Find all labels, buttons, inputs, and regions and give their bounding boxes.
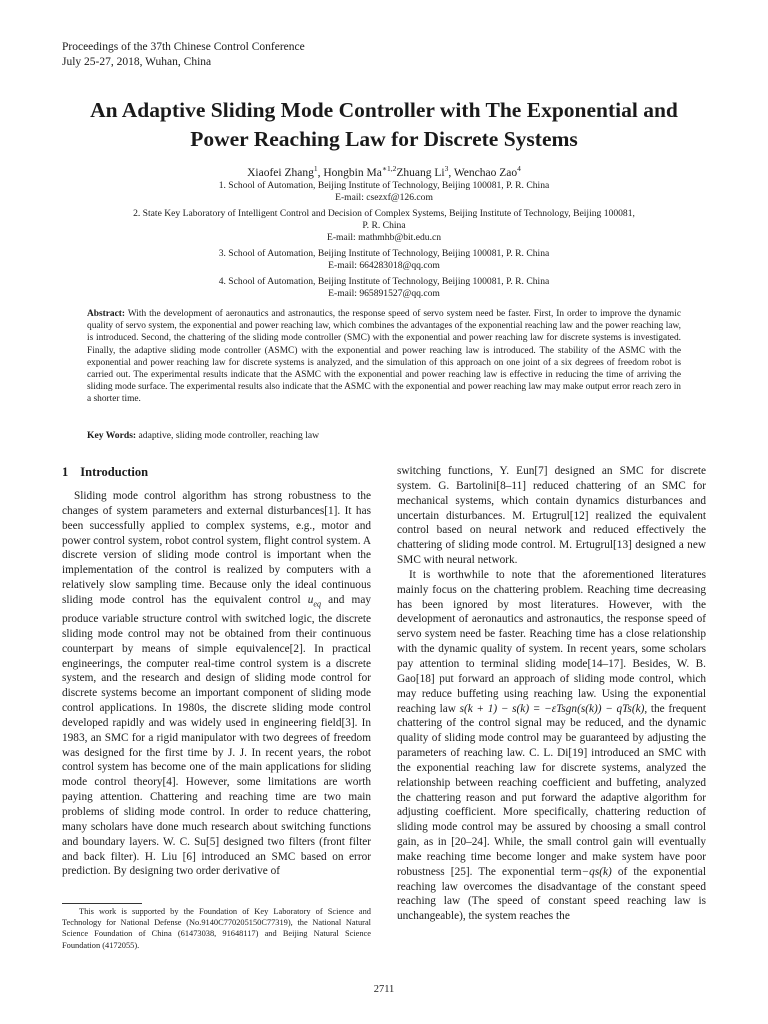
section-number: 1 — [62, 465, 69, 479]
author-2-mark: ∗1,2 — [381, 164, 397, 173]
abstract — [87, 308, 681, 406]
affiliation-3-text: 3. School of Automation, Beijing Institute of Technology, Beijing 100081, P. R. China — [218, 248, 550, 259]
author-3: Zhuang Li — [396, 166, 445, 179]
proceedings-header — [62, 40, 305, 70]
keywords — [87, 430, 681, 442]
author-list — [40, 161, 728, 181]
affiliation-4-email: E-mail: 965891527@qq.com — [328, 287, 440, 299]
intro-paragraph-1 — [62, 489, 371, 879]
intro-paragraph-2 — [397, 568, 706, 924]
intro-p2-text-a: It is worthwhile to note that the aforementioned literatures mainly focus on the chattering problem. Reaching time decreasing has been ignored by most literatures. However, with the development of aeronautics and astronautics, the response speed of servo system need be faster. Reaching time has a close relationship with the dynamic quality of system. In recent years, some scholars pay attention to terminal sliding mode[14–17]. Besides, W. B. Gao[18] put forward an approach of sliding mode control, which may reduce buffeting using reaching law. Using the exponential reaching law — [397, 568, 706, 715]
keywords-text: adaptive, sliding mode controller, reaching law — [138, 430, 320, 441]
affiliation-3 — [40, 248, 728, 272]
affiliation-3-email: E-mail: 664283018@qq.com — [328, 259, 440, 271]
footnote-text: This work is supported by the Foundation of Key Laboratory of Science and Technology for National Defense (No.9140C770205150C77319), the National Natural Science Foundation of China (61473038, 91648117) and Beijing Natural Science Foundation (4172055). — [62, 907, 371, 950]
intro-p2-text-b: , the frequent chattering of the control signal may be reduced, and the dynamic quality of sliding mode control may be guaranteed by adjusting the parameters of reaching law. C. L. Di[19] introduced an SMC with the exponential reaching law for discrete systems, analyzed the relationship between reaching coefficient and buffeting, analyzed the chattering reason and put forward the adaptive algorithm for adjusting coefficient. More specifically, chattering reduction of sliding mode control may be assured by choosing a small control gain, as in [20–24]. While, the small control gain will eventually make reaching time become longer and make system have poor robustness [25]. The exponential term — [397, 702, 706, 878]
author-4-mark: 4 — [517, 164, 521, 173]
funding-footnote — [62, 906, 371, 951]
title-line-2: Power Reaching Law for Discrete Systems — [190, 127, 578, 151]
paper-title — [40, 96, 728, 154]
abstract-label: Abstract: — [87, 309, 126, 319]
section-heading — [62, 465, 148, 480]
title-line-1: An Adaptive Sliding Mode Controller with The Exponential and — [90, 98, 678, 122]
equivalent-control-symbol: u — [307, 593, 314, 606]
exponential-term-symbol: −qs(k) — [581, 865, 612, 878]
author-1-mark: 1 — [313, 164, 318, 173]
affiliation-2 — [40, 208, 728, 243]
affiliation-2-email: E-mail: mathmhb@bit.edu.cn — [326, 231, 442, 243]
abstract-text: With the development of aeronautics and astronautics, the response speed of servo system need be faster. First, In order to improve the dynamic quality of servo system, the exponential and power reaching law, which combines the advantages of the exponential reaching law and the power reaching law, is introduced. Second, the chattering of the sliding mode controller (SMC) with the exponential and power reaching law for discrete systems is investigated. Finally, the adaptive sliding mode controller (ASMC) with the exponential and power reaching law is introduced. The stability of the ASMC with the exponential and power reaching law for discrete systems is analyzed, and the simulation of this approach on one joint of a six degrees of freedom robot is carried out. The experimental results indicate that the ASMC with the exponential and power reaching law is effective in reducing the time of arriving the sliding mode surface. The experimental results also indicate that the ASMC with the exponential and power reaching law may make output error reach zero in a shorter time. — [87, 309, 681, 405]
affiliation-1-email: E-mail: csezxf@126.com — [335, 191, 433, 203]
author-1: Xiaofei Zhang — [247, 166, 314, 179]
intro-paragraph-1-continued: switching functions, Y. Eun[7] designed an SMC for discrete system. G. Bartolini[8–11] reduced chattering of an SMC for mechanical systems, which contain dynamics disturbances and uncertain disturbances. M. Ertugrul[12] realized the equivalent control based on neural network and reduced effectively the chattering of sliding mode control. M. Ertugrul[13] designed a new SMC with neural network. — [397, 465, 706, 567]
affiliation-2-text-line-1: 2. State Key Laboratory of Intelligent Control and Decision of Complex Systems, Beijing Institute of Technology, Beijing 100081, — [133, 208, 635, 219]
affiliation-4 — [40, 276, 728, 300]
affiliation-1 — [40, 180, 728, 204]
affiliation-4-text: 4. School of Automation, Beijing Institute of Technology, Beijing 100081, P. R. China — [218, 276, 550, 287]
intro-p2-text-c: of the exponential reaching law overcomes the disadvantage of the constant speed reaching law (The speed of constant speed reaching law is unchangeable), the system reaches the — [397, 865, 707, 923]
equivalent-control-subscript: eq — [313, 599, 321, 609]
footnote-rule — [62, 903, 142, 904]
intro-p1-text-a: Sliding mode control algorithm has strong robustness to the changes of system parameters and external disturbances[1]. It has been successfully applied to complex systems, e.g., motor and power control system, robot control system, flight control system. A discrete version of sliding mode control is important when the implementation of the control is realized by computers with a relatively slow sampling time. Because only the ideal continuous sliding mode control has the equivalent control — [62, 490, 371, 606]
author-4: , Wenchao Zao — [448, 166, 518, 179]
affiliation-1-text: 1. School of Automation, Beijing Institute of Technology, Beijing 100081, P. R. China — [218, 180, 550, 191]
intro-p1-text-b: and may produce variable structure control with switched logic, the discrete sliding mode control may not be obtained from their continuous counterpart by means of simple equivalence[2]. In practical engineerings, the computer real-time control system is a discrete system, and the research and design of sliding mode control for discrete systems become an important component of sliding mode control applications. In 1980s, the discrete sliding mode control developed rapidly and was widely used in engineering field[3]. In 1983, an SMC for a rigid manipulator with two degrees of freedom was designed for the first time by J. J. In recent years, the robot control system has become one of the main applications for sliding mode control theory[4]. However, some limitations are worth paying attention. Chattering and reaching time are two main problems of sliding mode control. In order to reduce chattering, many scholars have done much research about switching functions and boundary layers. W. C. Su[5] designed two filters (front filter and back filter). H. Liu [6] introduced an SMC based on error prediction. By designing two order derivative of — [62, 593, 371, 878]
page-number: 2711 — [373, 984, 395, 995]
exponential-reaching-law-equation: s(k + 1) − s(k) = −εTsgn(s(k)) − qTs(k) — [459, 702, 645, 715]
section-title: Introduction — [80, 465, 149, 479]
author-2: , Hongbin Ma — [317, 166, 382, 179]
proceedings-name: Proceedings of the 37th Chinese Control Conference — [62, 41, 305, 53]
author-3-mark: 3 — [444, 164, 449, 173]
left-column — [62, 489, 371, 879]
right-column — [397, 464, 706, 924]
conference-date-place: July 25-27, 2018, Wuhan, China — [62, 56, 212, 68]
keywords-label: Key Words: — [87, 430, 137, 441]
affiliation-2-text-line-2: P. R. China — [362, 219, 406, 231]
